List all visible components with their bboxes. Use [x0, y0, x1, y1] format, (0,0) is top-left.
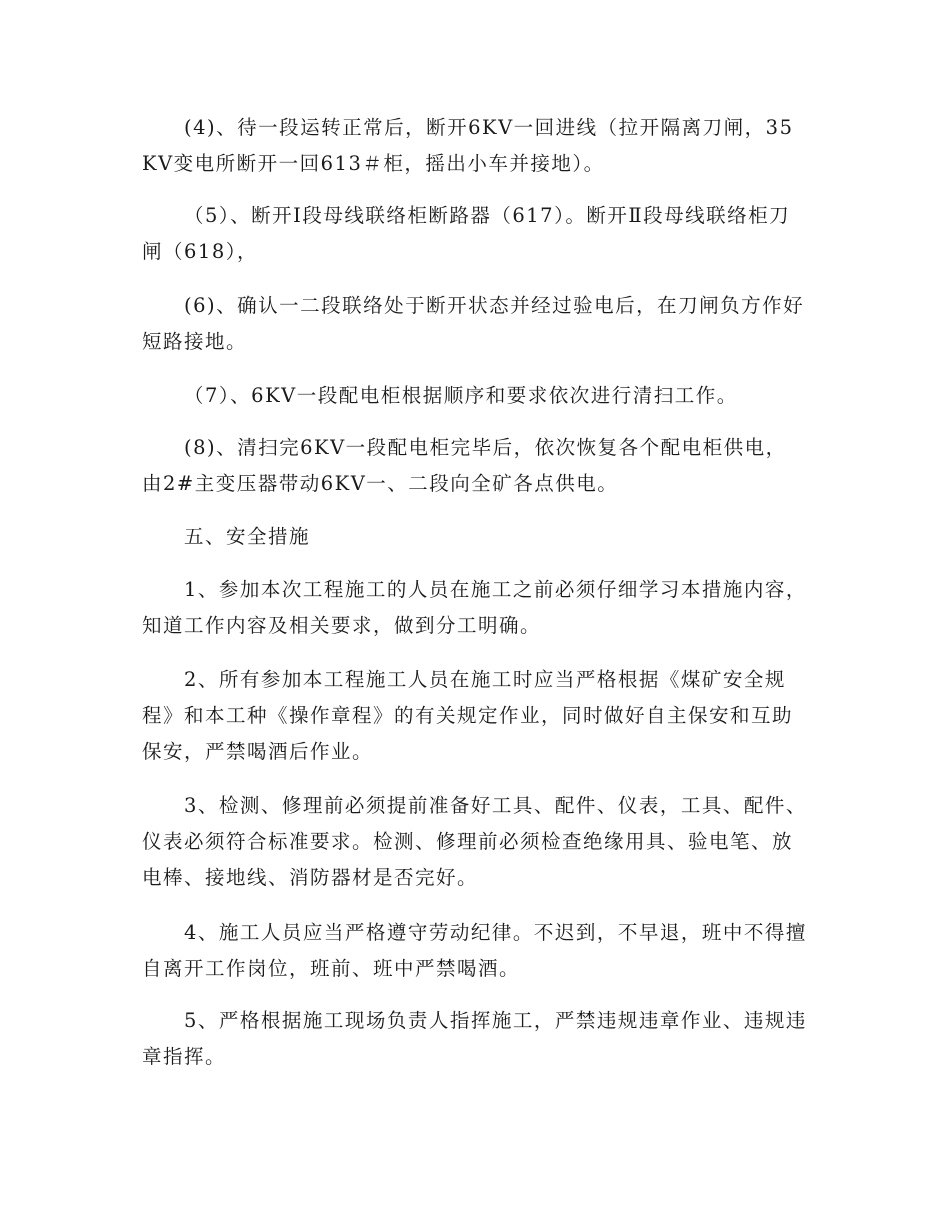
paragraph-safety-3: 3、检测、修理前必须提前准备好工具、配件、仪表，工具、配件、仪表必须符合标准要求。检测、修理前必须检查绝缘用具、验电笔、放电棒、接地线、消防器材是否完好。: [142, 794, 807, 889]
paragraph-step-5: （5）、断开Ⅰ段母线联络柜断路器（617）。断开Ⅱ段母线联络柜刀闸（618），: [142, 204, 791, 263]
paragraph-safety-1: 1、参加本次工程施工的人员在施工之前必须仔细学习本措施内容，知道工作内容及相关要求，做到分工明确。: [142, 578, 807, 637]
paragraph-safety-2: 2、所有参加本工程施工人员在施工时应当严格根据《煤矿安全规程》和本工种《操作章程》的有关规定作业，同时做好自主保安和互助保安，严禁喝酒后作业。: [142, 668, 794, 763]
section-heading-safety-measures: 五、安全措施: [184, 525, 311, 548]
paragraph-safety-4: 4、施工人员应当严格遵守劳动纪律。不迟到，不早退，班中不得擅自离开工作岗位，班前、班中严禁喝酒。: [142, 921, 807, 980]
paragraph-step-4: (4)、待一段运转正常后，断开6KV一回进线（拉开隔离刀闸，35KV变电所断开一回613＃柜，摇出小车并接地）。: [142, 116, 794, 175]
paragraph-step-7: （7）、6KV一段配电柜根据顺序和要求依次进行清扫工作。: [184, 384, 738, 407]
paragraph-step-6: (6)、确认一二段联络处于断开状态并经过验电后，在刀闸负方作好短路接地。: [142, 294, 805, 353]
paragraph-step-8: (8)、清扫完6KV一段配电柜完毕后，依次恢复各个配电柜供电，由2#主变压器带动6KV一、二段向全矿各点供电。: [142, 436, 787, 495]
paragraph-safety-5: 5、严格根据施工现场负责人指挥施工，严禁违规违章作业、违规违章指挥。: [142, 1009, 807, 1068]
